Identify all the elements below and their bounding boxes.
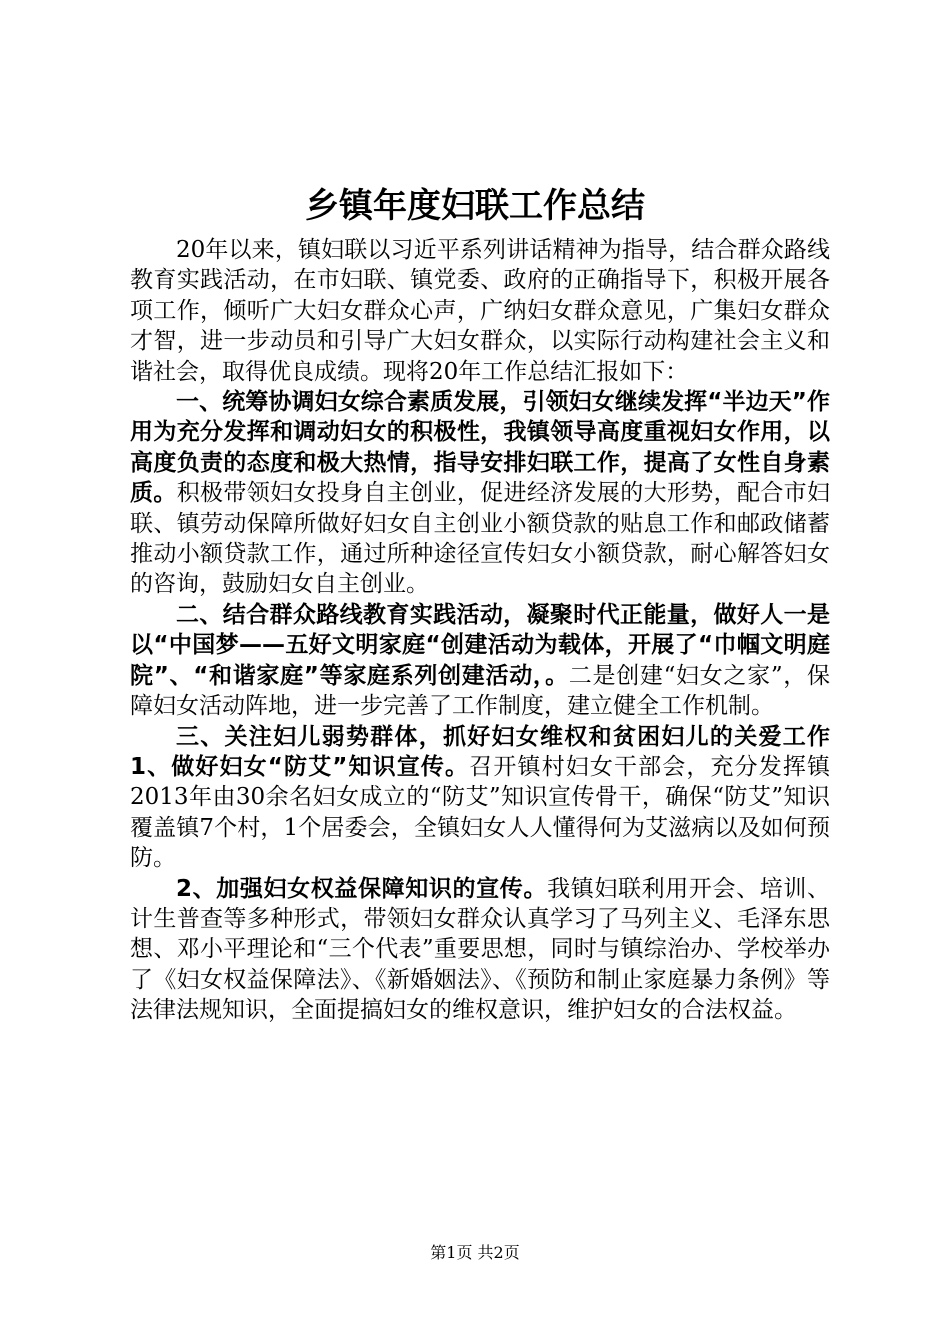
- paragraph-section-1: [130, 387, 830, 600]
- document-title: 乡镇年度妇联工作总结: [305, 186, 645, 226]
- paragraph-section-3: [130, 722, 830, 874]
- paragraph-text: 积极带领妇女投身自主创业，促进经济发展的大形势，配合市妇联、镇劳动保障所做好妇女自主创业小额贷款的贴息工作和邮政储蓄推动小额贷款工作，通过所种途径宣传妇女小额贷款，耐心解答妇女的咨询，鼓励妇女自主创业。: [130, 480, 831, 598]
- paragraph-text: 召开镇村妇女干部会，充分发挥镇2013年由30余名妇女成立的“防艾”知识宣传骨干，确保“防艾”知识覆盖镇7个村，1个居委会，全镇妇女人人懂得何为艾滋病以及如何预防。: [130, 753, 830, 872]
- paragraph-section-3-item-2: [130, 874, 830, 1026]
- paragraph-text: 20年以来，镇妇联以习近平系列讲话精神为指导，结合群众路线教育实践活动，在市妇联、镇党委、政府的正确指导下，积极开展各项工作，倾听广大妇女群众心声，广纳妇女群众意见，广集妇女群众才智，进一步动员和引导广大妇女群众，以实际行动构建社会主义和谐社会，取得优良成绩。现将20年工作总结汇报如下：: [130, 237, 830, 385]
- section-heading: 二、结合群众路线教育实践活动，凝聚时代正能量，做好人一是以“中国梦——五好文明家庭“创建活动为载体，开展了“巾帼文明庭院”、“和谐家庭”等家庭系列创建活动，。: [130, 601, 830, 689]
- page-number-footer: 第1页 共2页: [430, 1243, 520, 1262]
- section-heading: 一、统筹协调妇女综合素质发展，引领妇女继续发挥“半边天”作用为充分发挥和调动妇女的积极性，我镇领导高度重视妇女作用，以高度负责的态度和极大热情，指导安排妇联工作，提高了女性自身素质。: [130, 389, 830, 507]
- paragraph-intro: [130, 235, 830, 387]
- paragraph-text: 二是创建“妇女之家”，保障妇女活动阵地，进一步完善了工作制度，建立健全工作机制。: [130, 662, 830, 720]
- section-heading: 三、关注妇儿弱势群体，抓好妇女维权和贫困妇儿的关爱工作 1、做好妇女“防艾”知识宣传。: [130, 723, 830, 780]
- paragraph-text: 我镇妇联利用开会、培训、计生普查等多种形式，带领妇女群众认真学习了马列主义、毛泽东思想、邓小平理论和“三个代表”重要思想，同时与镇综治办、学校举办了《妇女权益保障法》、《新婚姻法》、《预防和制止家庭暴力条例》等法律法规知识，全面提搞妇女的维权意识，维护妇女的合法权益。: [130, 875, 830, 1024]
- section-heading: 2、加强妇女权益保障知识的宣传。: [176, 875, 548, 902]
- paragraph-section-2: [130, 600, 830, 722]
- document-body: [130, 235, 830, 1026]
